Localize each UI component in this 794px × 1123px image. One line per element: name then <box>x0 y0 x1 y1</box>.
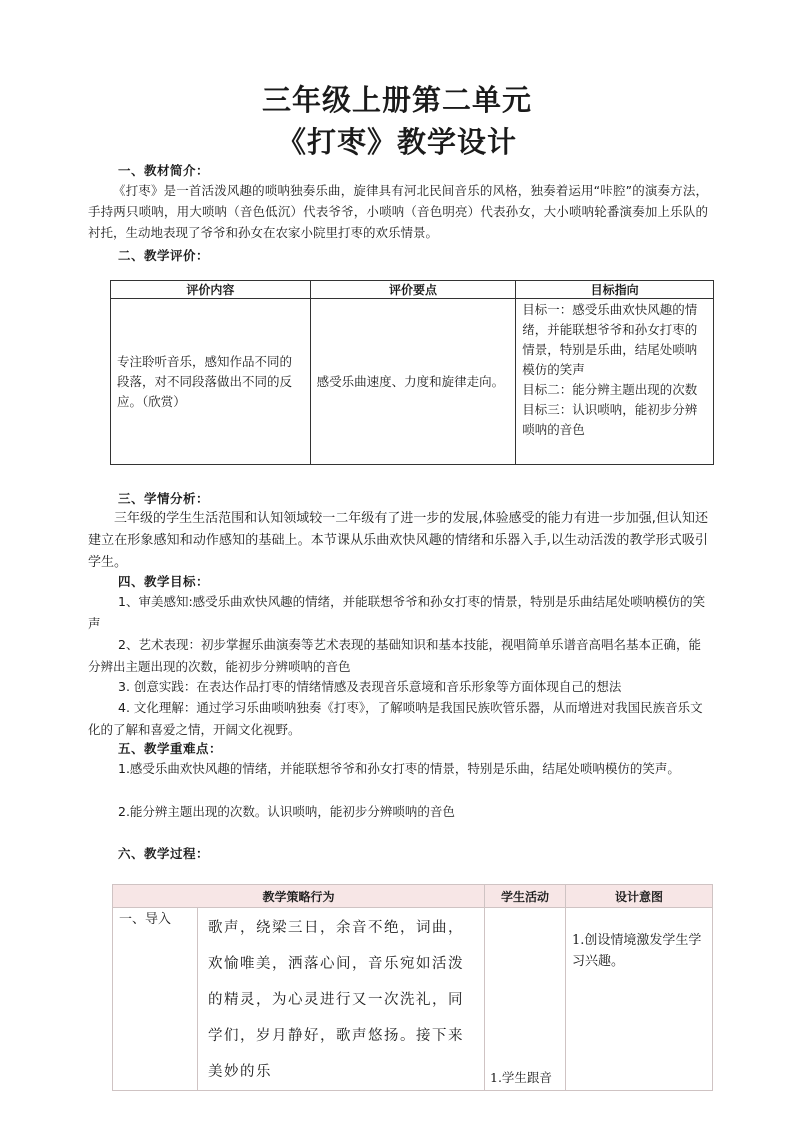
process-header-intent: 设计意图 <box>566 885 713 908</box>
section-heading-materials: 一、教材简介： <box>118 163 210 178</box>
document-title-line1: 三年级上册第二单元 <box>261 83 532 117</box>
eval-header-content: 评价内容 <box>111 281 311 299</box>
evaluation-table-row <box>111 299 714 465</box>
learner-analysis-paragraph: 三年级的学生生活范围和认知领域较一二年级有了进一步的发展,体验感受的能力有进一步加强,但认知还建立在形象感知和动作感知的基础上。本节课从乐曲欢快风趣的情绪和乐器入手,以生动活泼的教学形式吸引学生。 <box>88 511 708 570</box>
process-header-strategy: 教学策略行为 <box>113 885 485 908</box>
eval-cell-content: 专注聆听音乐，感知作品不同的段落，对不同段落做出不同的反应。（欣赏） <box>111 299 311 465</box>
eval-header-goals: 目标指向 <box>516 281 714 299</box>
objective-item-2: 2、艺术表现：初步掌握乐曲演奏等艺术表现的基础知识和基本技能，视唱简单乐谱音高唱名基本正确，能分辨出主题出现的次数，能初步分辨唢呐的音色 <box>88 637 701 674</box>
process-intent-text: 1.创设情境激发学生学习兴趣。 <box>572 933 702 969</box>
process-activity-cell: 1.学生跟音 <box>485 908 566 1091</box>
objective-item-1: 1、审美感知:感受乐曲欢快风趣的情绪，并能联想爷爷和孙女打枣的情景，特别是乐曲结尾处唢呐模仿的笑声 <box>88 594 706 631</box>
key-point-item-2: 2.能分辨主题出现的次数。认识唢呐，能初步分辨唢呐的音色 <box>118 804 455 819</box>
process-step-label: 一、导入 <box>113 908 198 1091</box>
eval-goal-1: 目标一：感受乐曲欢快风趣的情绪，并能联想爷爷和孙女打枣的情景，特别是乐曲，结尾处唢呐模仿的笑声 <box>522 302 698 377</box>
eval-header-points: 评价要点 <box>310 281 516 299</box>
process-table-header-row <box>113 885 713 908</box>
process-intent-cell <box>566 908 713 1091</box>
document-title-line2: 《打枣》教学设计 <box>276 125 517 159</box>
eval-goal-2: 目标二：能分辨主题出现的次数 <box>522 382 698 397</box>
eval-cell-goals <box>516 299 714 465</box>
process-strategy-text: 歌声，绕梁三日，余音不绝，词曲，欢愉唯美，洒落心间，音乐宛如活泼的精灵，为心灵进行又一次洗礼，同学们，岁月静好，歌声悠扬。接下来美妙的乐 <box>208 920 464 1080</box>
objective-item-3: 3. 创意实践：在表达作品打枣的情绪情感及表现音乐意境和音乐形象等方面体现自己的想法 <box>118 679 622 694</box>
section-heading-objectives: 四、教学目标： <box>118 574 210 589</box>
section-heading-process: 六、教学过程： <box>118 846 210 861</box>
materials-paragraph: 《打枣》是一首活泼风趣的唢呐独奏乐曲，旋律具有河北民间音乐的风格，独奏着运用“咔腔”的演奏方法，手持两只唢呐，用大唢呐（音色低沉）代表爷爷，小唢呐（音色明亮）代表孙女，大小唢呐轮番演奏加上乐队的衬托，生动地表现了爷爷和孙女在农家小院里打枣的欢乐情景。 <box>88 183 708 240</box>
eval-goal-3: 目标三：认识唢呐，能初步分辨唢呐的音色 <box>522 402 698 437</box>
evaluation-table-header-row <box>111 281 714 299</box>
section-heading-key-points: 五、教学重难点： <box>118 741 223 756</box>
process-header-activity: 学生活动 <box>485 885 566 908</box>
section-heading-evaluation: 二、教学评价： <box>118 248 210 263</box>
objective-item-4: 4. 文化理解：通过学习乐曲唢呐独奏《打枣》，了解唢呐是我国民族吹管乐器，从而增进对我国民族音乐文化的了解和喜爱之情，开阔文化视野。 <box>88 700 703 737</box>
section-heading-learner-analysis: 三、学情分析： <box>118 491 210 506</box>
eval-cell-points: 感受乐曲速度、力度和旋律走向。 <box>310 299 516 465</box>
process-strategy-cell <box>198 908 485 1091</box>
evaluation-table <box>110 280 714 465</box>
process-table <box>112 884 713 1091</box>
key-point-item-1: 1.感受乐曲欢快风趣的情绪，并能联想爷爷和孙女打枣的情景，特别是乐曲，结尾处唢呐模仿的笑声。 <box>118 761 680 776</box>
process-table-row-intro <box>113 908 713 1091</box>
